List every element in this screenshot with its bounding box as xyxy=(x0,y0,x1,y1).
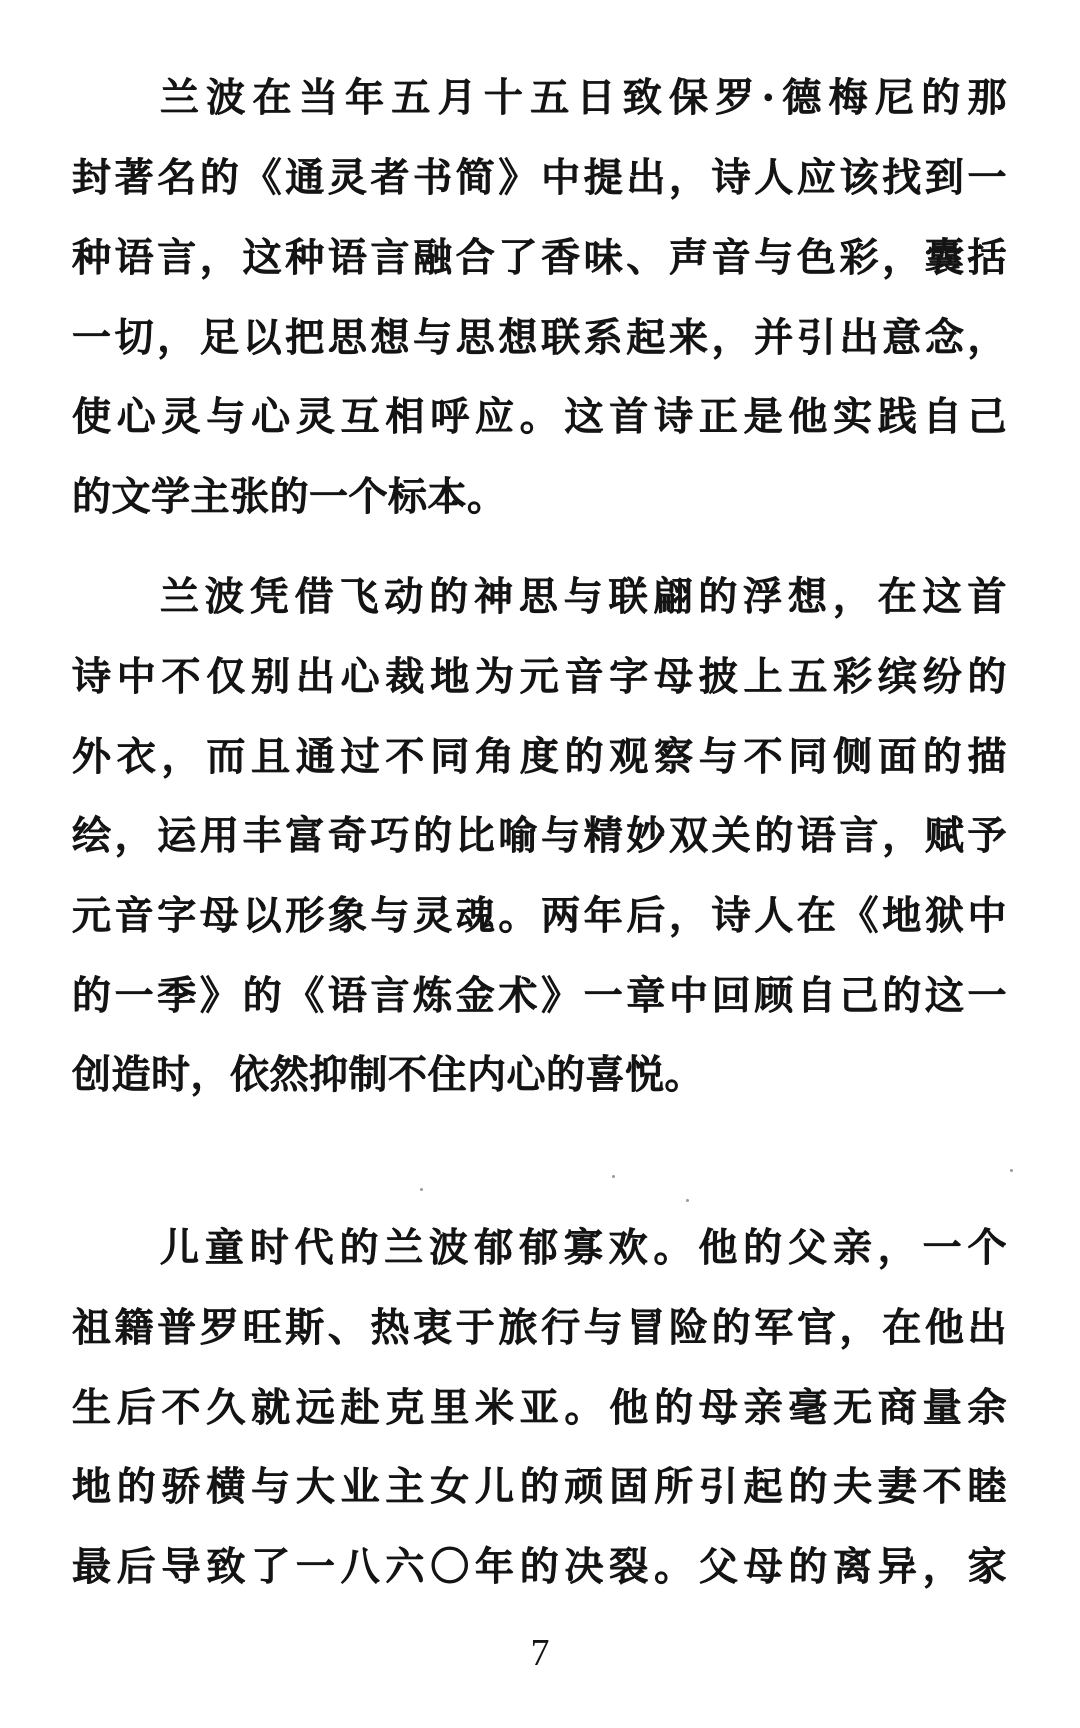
text-line: 一切，足以把思想与思想联系起来，并引出意念， xyxy=(72,315,1007,361)
text-line: 封著名的《通灵者书简》中提出，诗人应该找到一 xyxy=(72,155,1007,201)
text-line: 最后导致了一八六〇年的决裂。父母的离异，家 xyxy=(72,1544,1007,1590)
text-line: 的文学主张的一个标本。 xyxy=(72,474,507,520)
text-line: 儿童时代的兰波郁郁寡欢。他的父亲，一个 xyxy=(160,1225,1007,1271)
scan-speck xyxy=(1010,1169,1013,1172)
text-line: 创造时，依然抑制不住内心的喜悦。 xyxy=(72,1052,705,1098)
text-line: 的一季》的《语言炼金术》一章中回顾自己的这一 xyxy=(72,973,1007,1019)
scan-speck xyxy=(420,1188,423,1191)
text-line: 使心灵与心灵互相呼应。这首诗正是他实践自己 xyxy=(72,394,1007,440)
page-number: 7 xyxy=(530,1632,550,1674)
text-line: 诗中不仅别出心裁地为元音字母披上五彩缤纷的 xyxy=(72,654,1007,700)
text-line: 兰波凭借飞动的神思与联翩的浮想，在这首 xyxy=(160,574,1007,620)
text-line: 兰波在当年五月十五日致保罗·德梅尼的那 xyxy=(160,75,1007,121)
scan-speck xyxy=(612,1175,615,1178)
scan-speck xyxy=(686,1199,689,1202)
text-line: 绘，运用丰富奇巧的比喻与精妙双关的语言，赋予 xyxy=(72,813,1007,859)
text-line: 地的骄横与大业主女儿的顽固所引起的夫妻不睦 xyxy=(72,1464,1007,1510)
text-line: 祖籍普罗旺斯、热衷于旅行与冒险的军官，在他出 xyxy=(72,1305,1007,1351)
text-line: 外衣，而且通过不同角度的观察与不同侧面的描 xyxy=(72,734,1007,780)
text-line: 种语言，这种语言融合了香味、声音与色彩，囊括 xyxy=(72,235,1007,281)
text-line: 元音字母以形象与灵魂。两年后，诗人在《地狱中 xyxy=(72,893,1007,939)
text-line: 生后不久就远赴克里米亚。他的母亲毫无商量余 xyxy=(72,1385,1007,1431)
